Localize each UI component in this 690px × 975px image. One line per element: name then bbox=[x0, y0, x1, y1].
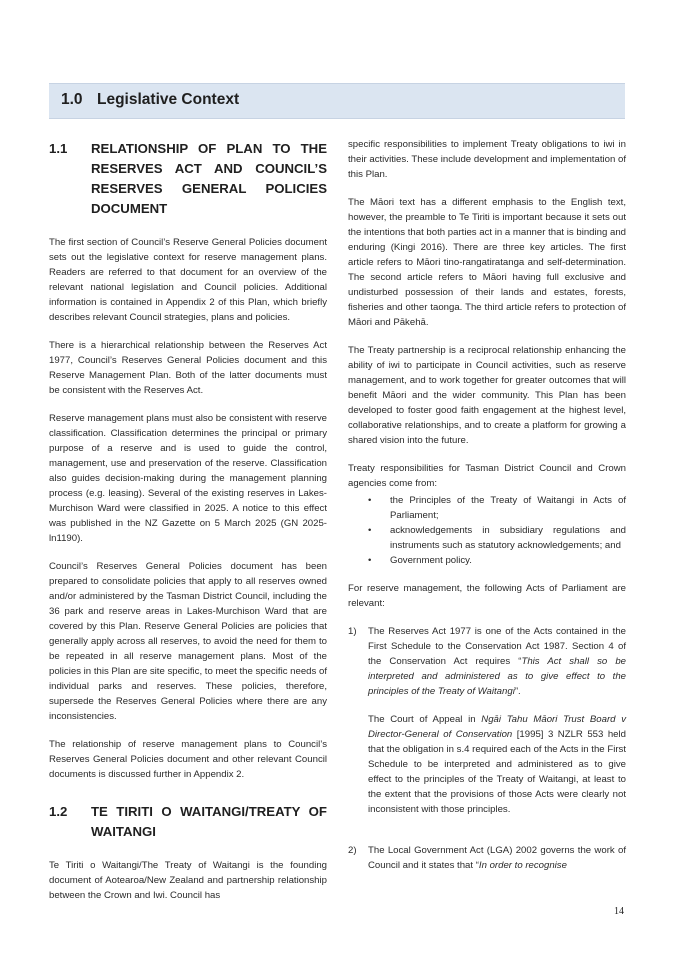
page-number: 14 bbox=[614, 906, 624, 917]
bullet-item: • acknowledgements in subsidiary regulations and instruments such as statutory acknowledgements; and bbox=[390, 523, 626, 553]
paragraph: The Reserves Act 1977 is one of the Acts contained in the First Schedule to the Conservation Act 1987. Section 4 of the Conservation Act requires “This Act shall so be interpreted and administered as to give effect to the principles of the Treaty of Waitangi”. bbox=[368, 626, 627, 697]
paragraph: The Treaty partnership is a reciprocal relationship enhancing the ability of iwi to participate in Council activities, such as reserve management, and to work together for greater outcomes that will benefit Māori and the wider community. This Plan has been developed to foster good faith engagement at the highest level, collaborative relationships, and to create a platform for growing a shared vision into the future. bbox=[348, 345, 626, 446]
item-number: 2) bbox=[348, 845, 357, 856]
paragraph: Council’s Reserves General Policies document has been prepared to consolidate policies that apply to all reserves owned and/or administered by the Tasman District Council, including the 36 park and reserve areas in Lakes-Murchison Ward that are covered by this Plan. Reserve General Policies are policies that generally apply across all reserves, to avoid the need for them to be repeated in all reserve management plans. Most of the policies in this Plan are site specific, to meet the specific needs of individual parks and reserves. These policies, therefore, supersede the Reserves General Policies where there are any inconsistencies. bbox=[49, 561, 327, 722]
heading-1-2 bbox=[49, 802, 327, 842]
section-title: Legislative Context bbox=[97, 91, 240, 108]
paragraph: For reserve management, the following Acts of Parliament are relevant: bbox=[348, 583, 626, 609]
section-number: 1.0 bbox=[61, 91, 83, 108]
paragraph: The Court of Appeal in Ngāi Tahu Māori Trust Board v Director-General of Conservation [1995] 3 NZLR 553 held that the obligation in s.4 required each of the Acts in the First Schedule to be interpreted and administered as to give effect to the principles of the Treaty of Waitangi, at least to the extent that the provisions of those Acts were clearly not inconsistent with those principles. bbox=[368, 714, 626, 815]
right-column bbox=[348, 137, 626, 899]
paragraph: The Local Government Act (LGA) 2002 governs the work of Council and it states that “In order to recognise bbox=[368, 845, 626, 871]
heading-1-1 bbox=[49, 139, 327, 219]
paragraph: Reserve management plans must also be consistent with reserve classification. Classification determines the principal or primary purpose of a reserve and is used to guide the control, management, use and preservation of the reserve. Classification also guides decision-making during the management planning process (e.g. leasing). Several of the existing reserves in Lakes-Murchison Ward were classified in 2025. A notice to this effect was published in the NZ Gazette on 5 March 2025 (GN 2025-ln1190). bbox=[49, 413, 327, 544]
paragraph: Treaty responsibilities for Tasman District Council and Crown agencies come from: bbox=[348, 463, 626, 489]
bullet-list bbox=[348, 493, 626, 568]
paragraph: Te Tiriti o Waitangi/The Treaty of Waitangi is the founding document of Aotearoa/New Zealand and partnership relationship between the Crown and Iwi. Council has bbox=[49, 860, 327, 901]
paragraph: The first section of Council’s Reserve General Policies document sets out the legislative context for reserve management plans. Readers are referred to that document for an overview of the relevant national legislation and Council policies. Additional information is contained in Appendix 2 of this Plan, which briefly describes relevant Council strategies, plans and policies. bbox=[49, 237, 327, 323]
heading-text: TE TIRITI O WAITANGI/TREATY OF WAITANGI bbox=[91, 804, 327, 839]
item-number: 1) bbox=[348, 626, 357, 637]
paragraph: The Māori text has a different emphasis to the English text, however, the preamble to Te Tiriti is important because it sets out the intentions that both parties act in a manner that is binding and enduring (Kingi 2016). There are three key articles. The first article refers to Māori tino-rangatiratanga and self-determination. The second article refers to Māori having full exclusive and undisturbed possession of their lands and estates, forests, fisheries and other taonga. The third article refers to protection of Māori and Pākehā. bbox=[348, 197, 626, 328]
section-banner bbox=[49, 83, 625, 119]
left-column bbox=[49, 137, 327, 916]
heading-text: RELATIONSHIP OF PLAN TO THE RESERVES ACT AND COUNCIL’S RESERVES GENERAL POLICIES DOCUMENT bbox=[91, 141, 327, 216]
paragraph: specific responsibilities to implement Treaty obligations to iwi in their activities. These include development and implementation of this Plan. bbox=[348, 139, 626, 180]
numbered-item-2 bbox=[348, 843, 626, 886]
bullet-item: • Government policy. bbox=[390, 553, 626, 568]
heading-number: 1.2 bbox=[49, 804, 68, 819]
heading-number: 1.1 bbox=[49, 141, 68, 156]
paragraph: The relationship of reserve management plans to Council’s Reserves General Policies document and other relevant Council documents is discussed further in Appendix 2. bbox=[49, 739, 327, 780]
numbered-item-1 bbox=[348, 624, 626, 830]
bullet-item: • the Principles of the Treaty of Waitangi in Acts of Parliament; bbox=[390, 493, 626, 523]
paragraph: There is a hierarchical relationship between the Reserves Act 1977, Council’s Reserves General Policies document and this Reserve Management Plan. Both of the latter documents must be consistent with the Reserves Act. bbox=[49, 340, 327, 396]
